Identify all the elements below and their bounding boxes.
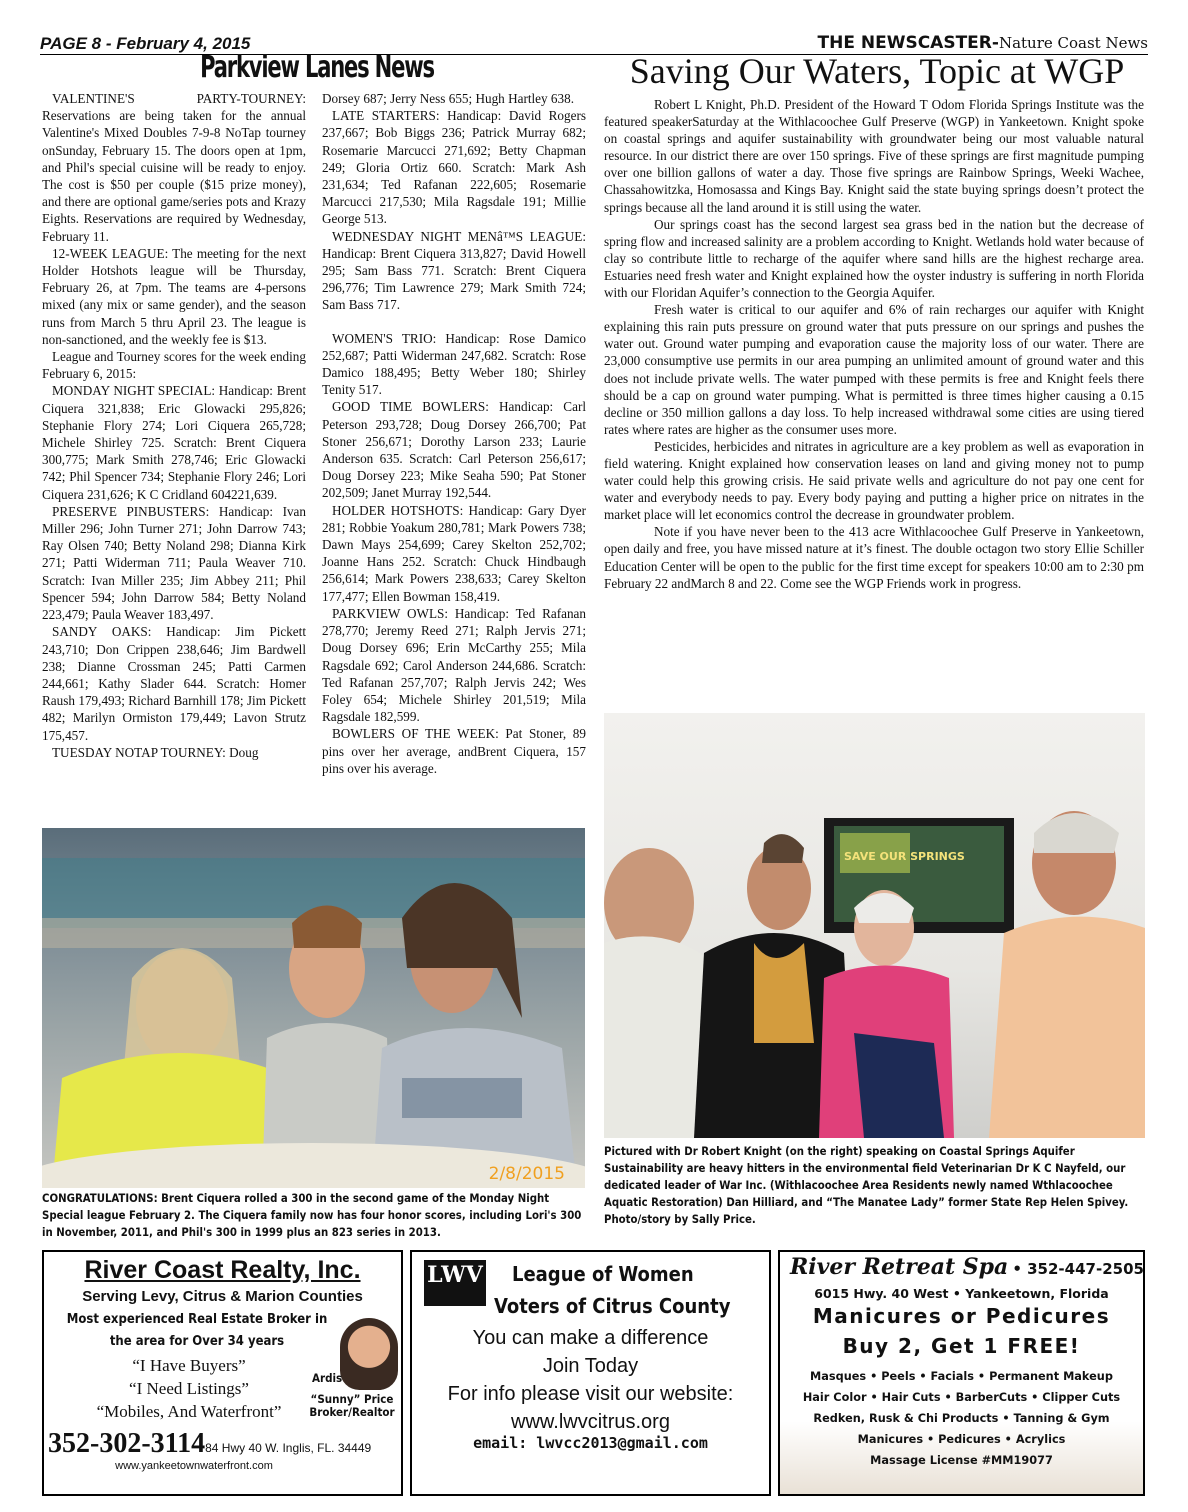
spa-license: Massage License #MM19077 [870, 1454, 1053, 1467]
paragraph: Pesticides, herbicides and nitrates in agriculture are a key problem as well as evaporation in field watering. Knight explained how conservation leases on land and giving money not to pump water could help this growing crisis. He said private wells and agriculture do not pay one cent for water and everybody needs to pay. Every body paying and putting a higher price on nitrates in the market place will let economics control the decrease in groundwater problem. [604, 438, 1144, 523]
paragraph: Note if you have never been to the 413 acre Withlacoochee Gulf Preserve in Yankeetown, open daily and free, you have missed nature at it’s finest. The double octagon two story Ellie Schiller Education Center will be open to the public for the first time except for speakers 10:00 am to 2:30 pm February 22 andMarch 8 and 22. Come see the WGP Friends work in progress. [604, 524, 1144, 591]
spa-header [790, 1254, 1144, 1280]
lwv-name-line-1: League of Women [512, 1262, 694, 1286]
paragraph: Our springs coast has the second largest sea grass bed in the nation but the decrease of spring flow and increased salinity are a problem according to Knight. Wetlands hold water because of clay so contribute little to recharge of the aquifer where sand hills are the highest recharge area. Estuaries need fresh water and Knight explained how the oyster industry is suffering in north Florida with our Floridan Aquifer’s connection to the Georgia Aquifer. [604, 216, 1144, 301]
spa-offer-line-2: Buy 2, Get 1 FREE! [842, 1334, 1081, 1358]
realty-website: www.yankeetownwaterfront.com [115, 1460, 273, 1472]
realtor-title: Broker/Realtor [309, 1405, 395, 1419]
lwv-email: email: lwvcc2013@gmail.com [473, 1434, 708, 1452]
spa-ad [778, 1250, 1145, 1496]
lwv-logo: LWV [424, 1260, 486, 1306]
bowlers-photo [42, 828, 585, 1188]
realty-experience-line-1: Most experienced Real Estate Broker in [66, 1312, 328, 1327]
lwv-ad [410, 1250, 771, 1496]
spa-phone: • 352-447-2505 [1012, 1260, 1144, 1278]
realty-quote-2: “I Need Listings” [129, 1379, 249, 1398]
realty-contact [48, 1428, 371, 1460]
page-info: PAGE 8 - February 4, 2015 [40, 34, 251, 53]
paragraph: VALENTINE'S PARTY-TOURNEY: Reservations are being taken for the annual Valentine's Mixed Doubles 7-9-8 NoTap tourney onSunday, February 15. The doors open at 1pm, and Phil's special cuisine will be ready to enjoy. The cost is $50 per couple ($15 prize money), and there are optional game/series pots and Krazy Eights. Reservations are required by Wednesday, February 11. [42, 91, 306, 244]
realty-quote-1: “I Have Buyers” [132, 1356, 246, 1375]
paragraph: Fresh water is critical to our aquifer and 6% of rain recharges our aquifer with Knight explaining this rain puts pressure on ground water that puts pressure on our springs and pushes the water out. Ground water pumping and evaporation cause the majority loss of our water. There are 23,000 consumptive use permits in our area pumping an unlimited amount of ground water and this does not include private wells. The water pumped with these permits is free and Knight feels there should be a cap on ground water pumping. What is permitted is three times higher causing a 0.15 decline or 350 million gallons a day loss. To help increased withdrawal some cities are using tiered rates where rates are higher as the consumer uses more. [604, 302, 1144, 437]
paragraph: BOWLERS OF THE WEEK: Pat Stoner, 89 pins over her average, andBrent Ciquera, 157 pins over his average. [322, 726, 586, 776]
paragraph: Dorsey 687; Jerry Ness 655; Hugh Hartley 638. [322, 91, 574, 106]
spa-services-line-3: Redken, Rusk & Chi Products • Tanning & Gym [813, 1412, 1110, 1425]
paragraph: Robert L Knight, Ph.D. President of the Howard T Odom Florida Springs Institute was the featured speakerSaturday at the Withlacoochee Gulf Preserve (WGP) in Yankeetown. Knight spoke on coastal springs and aquifer sustainability with groundwater being our most valuable natural resource. In our district there are over 150 springs. Five of these springs are first magnitude pumping over one billion gallons of water a day. Those five springs are Rainbow Springs, Weeki Wachee, Chassahowitzka, Homosassa and Kings Bay. Knight said the state buying springs doesn’t protect the springs because all the land around it is still using the water. [604, 97, 1144, 215]
realty-quotes [64, 1354, 314, 1423]
realtor-nickname: “Sunny” Price [310, 1392, 394, 1406]
knight-group-photo [604, 713, 1145, 1138]
paragraph: PRESERVE PINBUSTERS: Handicap: Ivan Miller 296; John Turner 271; John Darrow 743; Ray Olsen 740; Betty Noland 298; Dianna Kirk 271; Patti Widerman 711; Paula Weaver 710. Scratch: Ivan Miller 235; Jim Abbey 211; Phil Spencer 594; John Darrow 584; Betty Noland 223,479; Paula Weaver 183,497. [42, 503, 306, 623]
paragraph: LATE STARTERS: Handicap: David Rogers 237,667; Bob Biggs 236; Patrick Murray 682; Rosemarie Marcucci 271,692; Betty Chapman 249; Gloria Ortiz 660. Scratch: Mark Ash 231,634; Ted Rafanan 222,605; Rosemarie Marcucci 217,530; Mila Ragsdale 191; Millie George 513. [322, 108, 586, 227]
screen-slide-text: SAVE OUR SPRINGS [844, 850, 965, 863]
paragraph: 12-WEEK LEAGUE: The meeting for the next Holder Hotshots league will be Thursday, February 26, at 7pm. The teams are 4-persons mixed (any mix or same gender), and the season runs from March 5 thru April 23. The league is non-sanctioned, and the weekly fee is $13. [42, 245, 306, 347]
paragraph: PARKVIEW OWLS: Handicap: Ted Rafanan 278,770; Jeremy Reed 271; Ralph Jervis 271; Doug Dorsey 696; Erin McCarthy 255; Mila Ragsdale 692; Carol Anderson 244,686. Scratch: Ted Rafanan 257,707; Ralph Jervis 242; Wes Foley 654; Michele Shirley 201,519; Mila Ragsdale 182,599. [322, 605, 586, 725]
paragraph: WEDNESDAY NIGHT MENâ™S LEAGUE: Handicap: Brent Ciquera 313,827; David Howell 295; Sam Bass 771. Scratch: Brent Ciquera 296,776; Tim Lawrence 279; Mark Smith 724; Sam Bass 717. [322, 228, 586, 313]
spa-address: 6015 Hwy. 40 West • Yankeetown, Florida [814, 1286, 1109, 1301]
realty-experience-line-2: the area for Over 34 years [109, 1334, 285, 1349]
photo-date-stamp: 2/8/2015 [488, 1164, 565, 1184]
paragraph: GOOD TIME BOWLERS: Handicap: Carl Peterson 293,728; Doug Dorsey 266,700; Pat Stoner 256,671; Dorothy Larson 233; Laurie Anderson 635. Scratch: Carl Peterson 256,617; Doug Dorsey 223; Mike Seaha 590; Pat Stoner 202,509; Janet Murray 192,544. [322, 399, 586, 501]
spa-offer-line-1: Manicures or Pedicures [812, 1304, 1111, 1328]
waters-article-body [604, 96, 1144, 592]
spa-name: River Retreat Spa [790, 1254, 1009, 1280]
spa-services [780, 1366, 1143, 1471]
paragraph: WOMEN'S TRIO: Handicap: Rose Damico 252,687; Patti Widerman 247,682. Scratch: Rose Damico 188,495; Betty Weber 180; Shirley Tenity 517. [322, 330, 586, 398]
paragraph: League and Tourney scores for the week ending February 6, 2015: [42, 349, 306, 382]
paper-name: THE NEWSCASTER- [817, 33, 999, 53]
paragraph: MONDAY NIGHT SPECIAL: Handicap: Brent Ciquera 321,838; Eric Glowacki 295,826; Stephanie Flory 274; Lori Ciquera 265,728; Michele Shirley 725. Scratch: Brent Ciquera 300,775; Mark Smith 278,746; Eric Glowacki 742; Phil Spencer 734; Stephanie Flory 246; Lori Ciquera 231,626; K C Cridland 604221,639. [42, 383, 306, 502]
knight-group-photo-art [604, 713, 1145, 1138]
realty-address: 84 Hwy 40 W. Inglis, FL. 34449 [205, 1441, 372, 1455]
realtor-name [302, 1372, 402, 1419]
bowling-column-2 [322, 90, 586, 777]
lwv-name-line-2: Voters of Citrus County [494, 1294, 731, 1318]
lwv-line-1: You can make a difference [472, 1327, 709, 1349]
bowlers-photo-art [42, 828, 585, 1188]
realty-name: River Coast Realty, Inc. [84, 1256, 361, 1284]
lwv-line-3: For info please visit our website: [447, 1383, 734, 1405]
bowlers-photo-caption: CONGRATULATIONS: Brent Ciquera rolled a 300 in the second game of the Monday Night Special league February 2. The Ciquera family now has four honor scores, including Lori's 300 in November, 2011, and Phil's 300 in 1999 plus an 823 series in 2013. [42, 1192, 582, 1239]
lwv-message [412, 1324, 769, 1436]
knight-photo-caption: Pictured with Dr Robert Knight (on the right) speaking on Coastal Springs Aquifer Sustainability are heavy hitters in the environmental field Veterinarian Dr K C Nayfeld, our dedicated leader of War Inc. (Withlacoochee Area Residents newly named Wthlacoochee Aquatic Restoration) Dan Hilliard, and “The Manatee Lady” former State Rep Helen Spivey. Photo/story by Sally Price. [604, 1145, 1129, 1226]
realty-experience [52, 1309, 342, 1353]
lwv-name [494, 1258, 730, 1322]
realtor-first-name: Ardis [312, 1371, 343, 1385]
realty-ad [42, 1250, 403, 1496]
bowling-column-1 [42, 90, 306, 761]
bowling-article-title: Parkview Lanes News [200, 50, 434, 85]
paragraph: HOLDER HOTSHOTS: Handicap: Gary Dyer 281; Robbie Yoakum 280,781; Mark Powers 738; Dawn Mays 254,699; Carey Skelton 252,702; Joanne Hans 252. Scratch: Chuck Hindbaugh 256,614; Mark Powers 238,633; Carey Skelton 177,477; Ellen Bowman 158,419. [322, 502, 586, 604]
spa-services-line-1: Masques • Peels • Facials • Permanent Makeup [810, 1370, 1113, 1383]
lwv-website: www.lwvcitrus.org [511, 1411, 670, 1433]
paragraph: TUESDAY NOTAP TOURNEY: Doug [52, 744, 259, 760]
realty-serving: Serving Levy, Citrus & Marion Counties [82, 1288, 363, 1305]
realty-quote-3: “Mobiles, And Waterfront” [96, 1402, 282, 1421]
spa-services-line-2: Hair Color • Hair Cuts • BarberCuts • Clipper Cuts [802, 1391, 1121, 1404]
paragraph: SANDY OAKS: Handicap: Jim Pickett 243,710; Don Crippen 238,646; Jim Bardwell 238; Dianne Crossman 245; Patti Carmen 244,661; Kathy Slader 644. Scratch: Homer Raush 179,493; Richard Barnhill 178; Jim Pickett 482; Marilyn Ormiston 179,449; Lavon Strutz 175,457. [42, 624, 306, 743]
realty-phone: 352-302-3114 [48, 1428, 206, 1459]
waters-article-title: Saving Our Waters, Topic at WGP [629, 51, 1125, 91]
lwv-line-2: Join Today [542, 1355, 639, 1377]
spa-services-line-4: Manicures • Pedicures • Acrylics [857, 1433, 1066, 1446]
paper-subtitle: Nature Coast News [998, 34, 1148, 52]
